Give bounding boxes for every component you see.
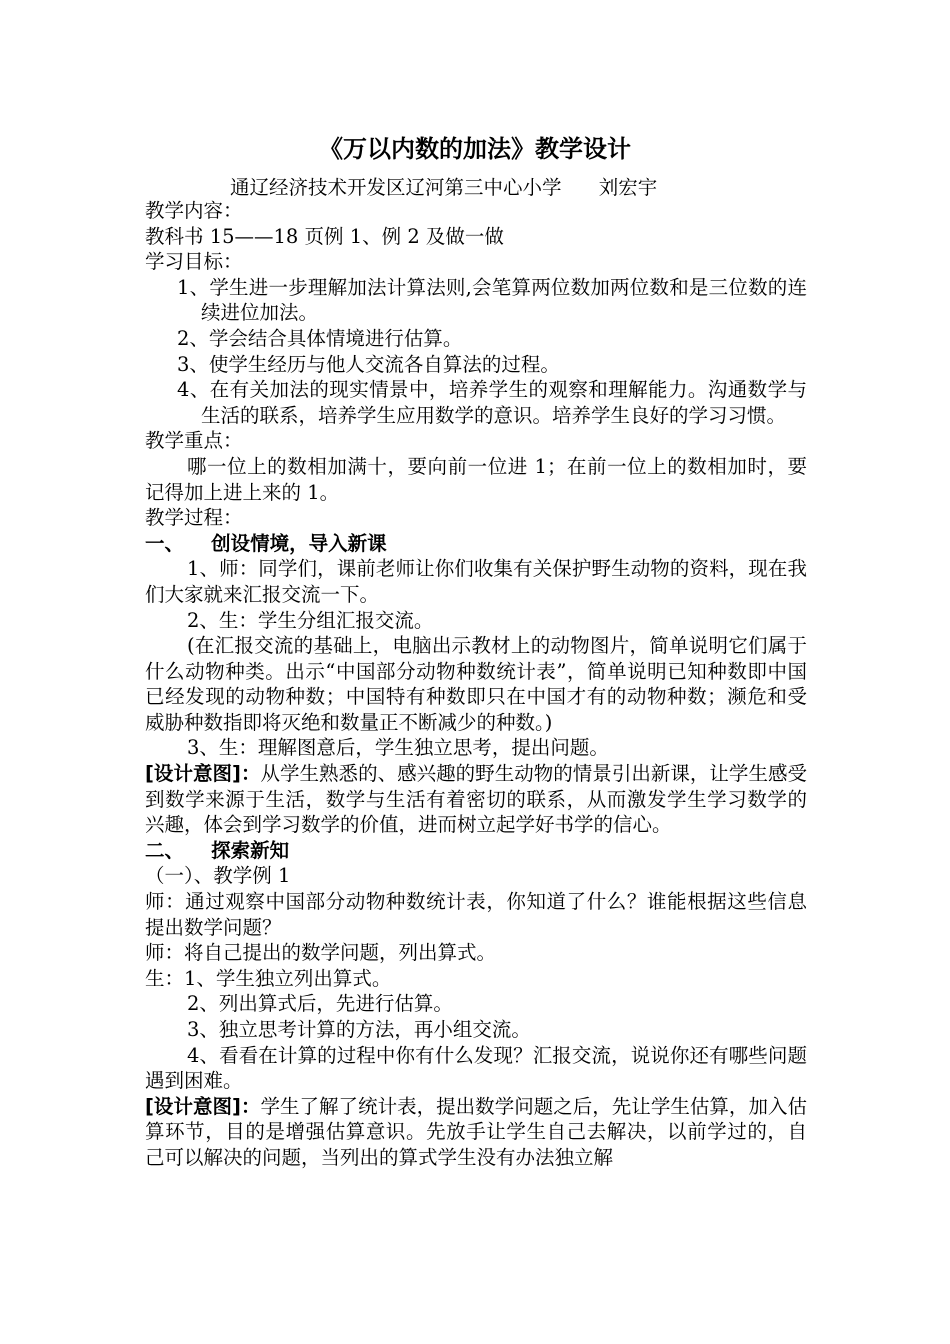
section2-intent <box>145 1094 807 1171</box>
section-heading-2: 二、 探索新知 <box>145 838 290 862</box>
content-label: 教学内容： <box>145 199 243 222</box>
section2-subheading: （一）、教学例 1 <box>145 864 291 888</box>
section2-paragraph: 生：1、学生独立列出算式。 <box>145 966 392 990</box>
section-heading-1: 一、 创设情境，导入新课 <box>145 531 387 555</box>
goal-item: 2、学会结合具体情境进行估算。 <box>177 326 463 350</box>
section2-paragraph: 师：通过观察中国部分动物种数统计表，你知道了什么？谁能根据这些信息提出数学问题？ <box>145 890 807 939</box>
section2-paragraph: 3、独立思考计算的方法，再小组交流。 <box>187 1018 531 1041</box>
goal-item: 1、学生进一步理解加法计算法则,会笔算两位数加两位数和是三位数的连续进位加法。 <box>177 275 807 325</box>
focus-label: 教学重点： <box>145 429 243 453</box>
section2-paragraph: 4、看看在计算的过程中你有什么发现？汇报交流，说说你还有哪些问题遇到困难。 <box>145 1043 807 1093</box>
section1-paragraph: 2、生：学生分组汇报交流。 <box>187 608 434 632</box>
intent-label: [设计意图]： <box>145 1094 261 1118</box>
document-subtitle: 通辽经济技术开发区辽河第三中心小学 刘宏宇 <box>230 176 658 199</box>
section1-paragraph: 3、生：理解图意后，学生独立思考，提出问题。 <box>187 736 609 760</box>
intent-text: 从学生熟悉的、感兴趣的野生动物的情景引出新课，让学生感受到数学来源于生活，数学与生活有着密切的联系，从而激发学生学习数学的兴趣，体会到学习数学的价值，进而树立起学好书学的信心。 <box>145 762 807 837</box>
section1-paragraph: (在汇报交流的基础上，电脑出示教材上的动物图片，简单说明它们属于什么动物种类。出示“中国部分动物种数统计表”，简单说明已知种数即中国已经发现的动物种数；中国特有种数即只在中国才有的动物种数；濒危和受威胁种数指即将灭绝和数量正不断减少的种数。) <box>145 634 807 734</box>
document-title: 《万以内数的加法》教学设计 <box>319 135 631 163</box>
goal-item: 4、在有关加法的现实情景中，培养学生的观察和理解能力。沟通数学与生活的联系，培养学生应用数学的意识。培养学生良好的学习习惯。 <box>177 378 807 427</box>
section1-paragraph: 1、师：同学们，课前老师让你们收集有关保护野生动物的资料，现在我们大家就来汇报交流一下。 <box>145 557 807 606</box>
intent-label: [设计意图]： <box>145 762 261 786</box>
process-label: 教学过程： <box>145 506 243 530</box>
goals-label: 学习目标： <box>145 250 243 274</box>
content-text: 教科书 15——18 页例 1、例 2 及做一做 <box>145 224 504 248</box>
section1-intent <box>145 761 807 838</box>
focus-text: 哪一位上的数相加满十，要向前一位进 1；在前一位上的数相加时，要记得加上进上来的 1。 <box>145 454 807 504</box>
section2-paragraph: 师：将自己提出的数学问题，列出算式。 <box>145 941 497 965</box>
document-body <box>145 198 807 1171</box>
section2-paragraph: 2、列出算式后，先进行估算。 <box>187 992 453 1016</box>
intent-text: 学生了解了统计表，提出数学问题之后，先让学生估算，加入估算环节，目的是增强估算意识。先放手让学生自己去解决，以前学过的，自己可以解决的问题，当列出的算式学生没有办法独立解 <box>145 1094 807 1169</box>
goal-item: 3、使学生经历与他人交流各自算法的过程。 <box>177 352 560 376</box>
